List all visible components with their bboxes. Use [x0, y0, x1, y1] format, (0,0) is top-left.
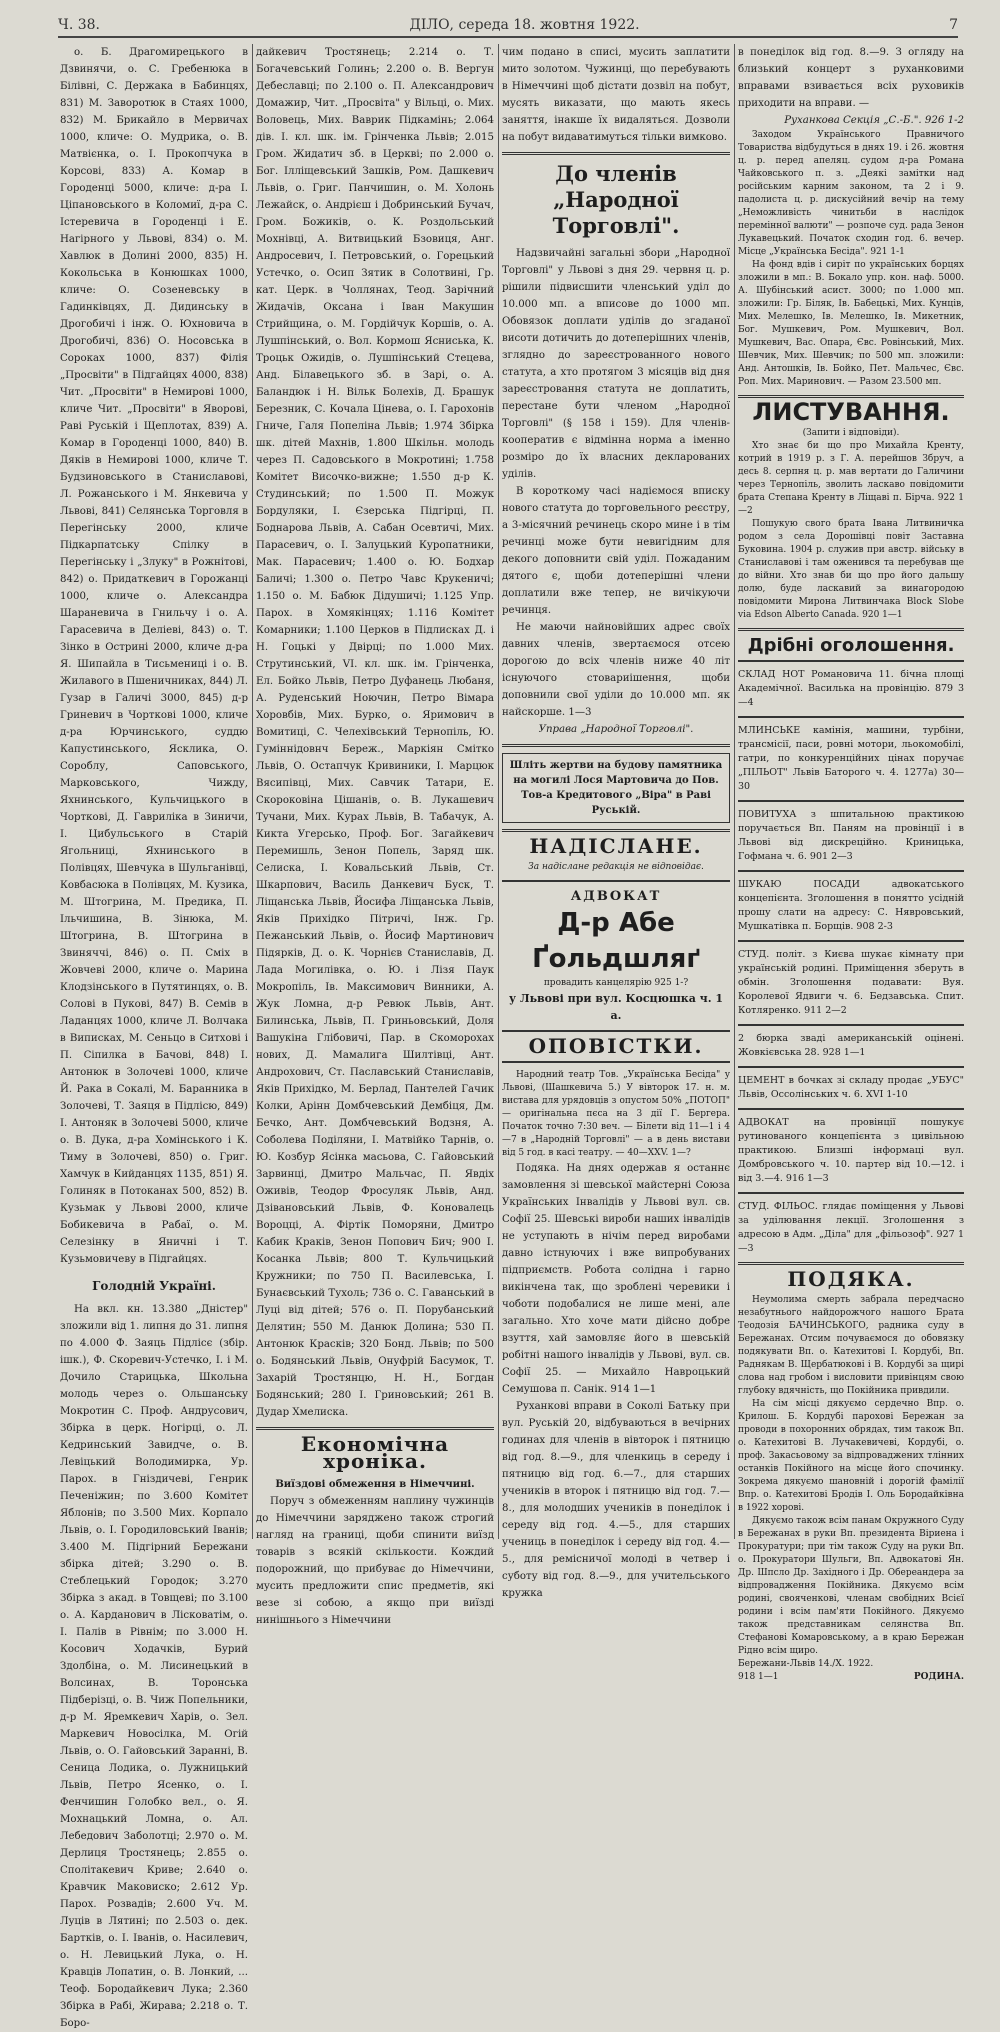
- thanks-text-1: Неумолима смерть забрала передчасно незабутнього найдорожчого нашого Брата Теодозія БАЧИНСЬКОГО, радника суду в Бережанах. Отсим почуваємося до обовязку подякувати Вп. о. Катехитові І. Кордубі, Вп. Раднякам В. Щербатюкові і В. Кордубі за щирі слова над гробом і висловити привінцям свою глубоку вдячність, що Покійника привдили.: [738, 1295, 964, 1396]
- trade-appeal-title: До членів „Народної Торговлі".: [552, 161, 680, 238]
- letters-text-1: Хто знає би що про Михайла Кренту, котрий в 1919 р. з Г. А. перейшов Збруч, а десь 8. серпня ц. р. мав вертати до Галичини через Тернопіль, зволить ласкаво повідомити брата Степана Кренту в Ліщаві п. Бірча. 922 1—2: [738, 441, 964, 516]
- section-divider: [738, 870, 964, 872]
- section-divider: [738, 1192, 964, 1194]
- letters-subtitle: (Запити і відповіди).: [802, 428, 900, 438]
- classified-ad: 2 бюрка зваді американській оцінені. Жовкієвська 28. 928 1—1: [738, 1033, 964, 1058]
- thanks-footer: [738, 1671, 964, 1684]
- column-divider: [252, 44, 253, 1539]
- fund-notice: На фонд вдів і сиріт по українських борцях зложили в мп.: В. Бокало упр. кон. наф. 5000. А. Шубінський асист. 3000; по 1.000 мп. зложили: Гр. Біляк, Ів. Бабецькі, Мих. Кунців, Мих. Мелешко, Ів. Мелешко, Ів. Микетник, Бог. Мушкевич, Ром. Мушкевич, Вол. Мушкевич, Вас. Опара, Євс. Ровінський, Мих. Шевчик, Мих. Шевчик; по 500 мп. зложили: Анд. Антошків, Ів. Бойко, Пет. Мальчес, Євс. Роп. Мих. Маринович. — Разом 23.500 мп.: [738, 260, 964, 387]
- sokil-notice: Руханкові вправи в Соколі Батьку при вул. Руській 20, відбуваються в вечірних годинах для членів в вівторок і пятницю від год. 8.—9., для членкиць в середу і пятницю від год. 6.—7., для старших учеників в второк і пятницю від год. 7.—8., для молодших учеників в понеділок і середу від год. 4.—5., для старших учениць в понеділок і середу від год. 4.—5., для ремісничої молоді в четвер і суботу від год. 8.—9., для учительського кружка: [502, 1401, 730, 1599]
- page-number: 7: [949, 17, 958, 33]
- thanks-text-3: Дякуємо також всім панам Окружного Суду в Бережанах в руки Вп. президента Віриена і Прокуратури; при тім також Суду на руки Вп. о. Прокуратори Шульги, Вп. Адвокатові Ян. Др. Шпсло Др. Західного і Др. Обереандера за відпровадження Покійника. Дякуємо всім родині, свояченкові, членам свобідних Всієї родини і всім пам'яти Покійного. Дякуємо також представникам селянства Вп. Стефанові Комаровському, а в краю Бережан Рідно всім щиро.: [738, 1516, 964, 1656]
- section-divider: [738, 1262, 964, 1265]
- shoes-notice: Подяка. На днях одержав я останнє замовлення зі шевської майстерні Союза Українських Інвалідів у Львові вул. св. Софії 25. Шевські вироби наших інвалідів не уступають в нічім перед виробами давно істнуючих і вже випробуваних підприємств. Робота солідна і гарно викінчена так, що зроблені черевики і чоботи подобалися не лише мені, але загально. Хто хоче мати дійсно добре взуття, хай замовляє його в шевській робітні нашого інвалідів у Львові, вул. св. Софії 25. — Михайло Навроцький Семушова п. Санік. 914 1—1: [502, 1163, 730, 1395]
- section-divider: [738, 1108, 964, 1110]
- monument-appeal: Шліть жертви на будову памятника на могилі Лося Мартовича до Пов. Тов-а Кредитового „Віра" в Раві Руській.: [502, 753, 730, 823]
- section-divider: [502, 1030, 730, 1032]
- section-divider: [502, 744, 730, 747]
- economic-text: Поруч з обмеженням наплину чужинців до Німеччини заряджено також строгий нагляд на границі, щоби спинити виїзд товарів з всякій скількости. Кождий подорожний, що прибуває до Німеччини, мусить предложити спис предметів, які везе зі собою, а якщо при виїзді нинішнього з Німеччини: [256, 1496, 494, 1626]
- economic-subtitle: Виїздові обмеження в Німеччині.: [275, 1479, 475, 1490]
- sent-note: За надіслане редакція не відповідає.: [528, 862, 704, 872]
- sokil-signature: Руханкова Секція „С.-Б.". 926 1-2: [784, 115, 964, 126]
- econ-continued: чим подано в списі, мусить заплатити мито золотом. Чужинці, що перебувають в Німеччині щоб дістати дозвіл на побут, мусять виказати, що мають якесь заняття, інакше їх видаляться. Дозволи на побут видаватимуться тільки вимково.: [502, 47, 730, 143]
- thanks-date: Бережани-Львів 14./X. 1922.: [738, 1659, 874, 1669]
- thanks-text-2: На сім місці дякуємо сердечно Впр. о. Крилош. Б. Кордубі парохові Бережан за проводи в похоронних обрядах, тим також Вп. о. Катехитові В. Лучакевичеві, Кордубі, о. проф. Закасьовому за відпроваджених тлінних останків Покійного на місце його спочинку. Зокрема дякуємо шановній і дорогій фамілії Впр. о. Катехитові Бродів І. Оль Бородайківна в 1922 хорові.: [738, 1399, 964, 1513]
- column-divider: [498, 44, 499, 1539]
- sokil-continued: в понеділок від год. 8.—9. З огляду на близький концерт з руханковими вправами взивається всіх руховиків приходити на вправи. —: [738, 47, 964, 109]
- section-divider: [738, 940, 964, 942]
- lawyer-line-2: у Львові при вул. Косцюшка ч. 1 а.: [508, 992, 724, 1022]
- column-3: [502, 44, 730, 1599]
- classifieds-title: Дрібні оголошення.: [747, 635, 955, 656]
- famine-continued: дайкевич Тростянець; 2.214 о. Т. Богачевський Голинь; 2.200 о. В. Вергун Дебеславці; по 2.100 о. П. Александрович Домажир, Чит. „Просвіта" у Вільці, о. Мих. Воловець, Мих. Ваврик Підкамінь; 2.064 дів. І. кл. шк. ім. Грінченка Львів; 2.015 Гром. Жидатич зб. в Церкві; по 2.000 о. Бог. Ілліщевський Зашків, Ром. Дашкевич Львів, о. Григ. Панчишин, о. М. Холонь Лежайск, о. Андрієш і Добринський Бучач, Гром. Божиків, о. К. Роздольський Мохнівці, А. Витвицький Бзовиця, Анг. Андросевич, І. Петровський, о. Горецький Устечко, о. Осип Зятик в Солотвині, Гр. кат. Церк. в Чоллянах, Теод. Зарічний Жидачів, Оксана і Іван Макушин Стрийщина, о. М. Гордійчук Коршів, о. А. Лушпінський, о. Вол. Кормош Ясниська, К. Троцьк Ожидів, о. Лушпінський Стецева, Анд. Білавецького зб. в Зарі, о. А. Баландюк і Н. Вільк Болехів, Д. Брашук Березник, С. Кочала Цінева, о. І. Гарохонів Гниче, Галя Попеліна Львів; 1.974 Збірка шк. дітей Махнів, 1.800 Шкільн. молодь через П. Садовського в Мокротині; 1.758 Комітет Височко-вижне; 1.550 д-р К. Студинський; по 1.500 П. Можук Бордуляки, І. Єзерська Підгірці, П. Боднарова Львів, А. Сабан Осевтичі, Мих. Парасевич, о. І. Залуцький Куропатники, Мак. Парасевич; 1.400 о. Ю. Бодхар Баличі; 1.300 о. Петро Чавс Крукеничі; 1.150 о. М. Бабюк Дідушичі; 1.125 Упр. Парох. в Хомякінцях; 1.116 Комітет Комарники; 1.100 Церков в Підлисках Д. і Н. Гоцькі у Двірці; по 1.000 Мих. Струтинський, VI. кл. шк. ім. Грінченка, Ел. Бойко Львів, Петро Дуфанець Любаня, А. Руденський Ноючин, Петро Вімара Хоровбів, Мих. Бурко, о. Яримович в Вомитиці, С. Челехівський Тернопіль, Ю. Гуміннідовнч Береж., Маркіян Смітко Львів, О. Остапчук Кривиники, І. Марцюк Вясипівці, Мих. Савчик Татари, Е. Скороковіна Цішанів, о. В. Лукашевич Тучани, Мих. Курах Львів, В. Табачук, А. Кикта Угерсько, Проф. Бог. Загайкевич Перемишль, Зенон Попель, Заряд шк. Селиска, І. Ковальський Львів, Ст. Шкарпович, Василь Данкевич Буск, Т. Ліщанська Львів, Йосифа Ліщанська Львів, Яків Прихідко Пітричі, Інж. Гр. Пежанський Львів, о. Йосиф Мартинович Підярків, Д. о. К. Чорнієв Станиславів, Д. Лада Могилівка, о. Ю. і Лізя Паук Мокропіль, Ів. Максимович Винники, А. Жук Ломна, д-р Ревюк Львів, Ант. Билинська, Львів, П. Гриньовський, Доля Вашукіна Глібовичі, Пар. в Скоморохах нових, Д. Мамалига Шилтівці, Ант. Андрохович, Ст. Паславський Станиславів, Яків Прихідко, М. Берлад, Пантелей Гачик Колки, Арінн Домбчевський Дембіця, Дм. Бечко, Ант. Домбчевський Водзня, А. Соболева Поділяни, І. Матвійко Тарнів, о. Ю. Козбур Ясінка масьова, С. Гайовський Зарвинці, Дмитро Мальчас, П. Явдіх Оживів, Теодор Фросуляк Львів, Анд. Дзівановський Львів, Ф. Коновалець Вороцці, А. Фіртік Поморяни, Дмитро Кабик Краків, Зенон Попович Бич; 900 І. Косанка Львів; 800 Т. Кульчицький Кружники; по 750 П. Василевська, І. Бунаєвський Тухоль; 736 о. С. Гаванський в Луці від дітей; 576 о. П. Порубанський Делятин; 550 М. Данюк Долина; 530 П. Антонюк Красків; 320 Бонд. Львів; по 500 о. Бодянський Львів, Онуфрій Басумок, Т. Захарій Тростянцю, Н. Н., Богдан Бодянський; 280 І. Гриновський; 261 В. Дудар Хмелиска.: [256, 47, 494, 1418]
- thanks-code: 918 1—1: [738, 1672, 779, 1682]
- section-divider: [738, 716, 964, 718]
- lawyer-line-1: провадить канцелярію 925 1-?: [543, 978, 689, 988]
- classified-ad: ПОВИТУХА з шпитальною практикою поручається Вп. Паням на провінції і в Львові від дискреційно. Криницька, Гофмана ч. 6. 901 2—3: [738, 809, 964, 862]
- lawyer-label: АДВОКАТ: [570, 889, 662, 904]
- column-1: [60, 44, 248, 2029]
- trade-text-1: Надзвичайні загальні збори „Народної Торговлі" у Львові з дня 29. червня ц. р. рішили підвисшити членський уділ до 10.000 мп. а вписове до 1000 мп. Обовязок доплати уділів до згаданої висоти дотичить до дотеперішних членів, зглядно до зареєстрованного нового статута, а хто протягом 3 місяців від дня зареєстровання статута не доплатить, перестане бути членом „Народної Торговлі" (§ 158 і 159). Для членів-кооператив є відмінна норма а іменно розміро до їх власних декларованих уділів.: [502, 248, 730, 480]
- section-divider: [738, 800, 964, 802]
- classified-ad: АДВОКАТ на провінції пошукує рутинованого концепієнта з цивільною практикою. Близші інформаці вул. Домбровського ч. 10. партер від 10.—12. і від 3.—4. 916 1—3: [738, 1117, 964, 1184]
- section-divider: [738, 628, 964, 631]
- sent-title: НАДІСЛАНЕ.: [529, 834, 703, 858]
- section-divider: [738, 1024, 964, 1026]
- economic-chronicle-title: Економічна хроніка.: [300, 1432, 450, 1473]
- lawyer-name: Д-р Абе Ґольдшляґ: [532, 908, 700, 974]
- theatre-notice: Народний театр Тов. „Українська Бесіда" у Львові, (Шашкевича 5.) У вівторок 17. н. м. вистава для урядовців з опустом 50% „ПОТОП" — оригінальна пєса на 3 дії Г. Бергера. Початок точно 7:30 веч. — Білети від 11—1 і 4—7 в „Народній Торговлі" — а в день вистави від 5 год. в касі театру. — 40—XXV. 1—?: [502, 1070, 730, 1158]
- classified-ad: СТУД. ФІЛЬОС. глядає поміщення у Львові за уділювання лекції. Зголошення з адресою в Адм. „Діла" для „фільозоф". 927 1—3: [738, 1201, 964, 1254]
- famine-title: Голодній Україні.: [92, 1279, 216, 1293]
- section-divider: [502, 152, 730, 155]
- masthead: ДІЛО, середа 18. жовтня 1922.: [409, 17, 640, 33]
- section-divider: [502, 1061, 730, 1063]
- classified-ad: СТУД. політ. з Києва шукає кімнату при українській родині. Приміщення зберуть в обмін. Зголошення подавати: Вуя. Королевої Ядвиги ч. 6. Бедзавська. Спит. Котляренко. 911 2—2: [738, 949, 964, 1016]
- section-divider: [738, 660, 964, 662]
- issue-number: Ч. 38.: [58, 17, 100, 33]
- letters-title: ЛИСТУВАННЯ.: [752, 398, 950, 426]
- letters-text-2: Пошукую свого брата Івана Литвиничка родом з села Дорошівці повіт Заставна Буковина. 1904 р. служив при австр. війську в Станиславові і там оженився та перебував ще до війни. Хто знав би що про його дальшу долю, буде ласкавий за винагородою повідомити Мирона Литвинчака Block Slobe via Edson Alberto Canada. 920 1—1: [738, 519, 964, 620]
- classified-ad: ЦЕМЕНТ в бочках зі складу продає „УБУС" Львів, Оссолінських ч. 6. XVI 1-10: [738, 1075, 964, 1100]
- section-divider: [502, 829, 730, 832]
- section-divider: [738, 1066, 964, 1068]
- classified-ad: ШУКАЮ ПОСАДИ адвокатського концепієнта. Зголошення в понятто усідній прошу слати на адресу: С. Нявровський, Мушкатівка п. Борщів. 908 2-3: [738, 879, 964, 932]
- trade-text-2: В короткому часі надіємося вписку нового статута до торговельного реєстру, а 3-місячний речинець скоро мине і в тім речинці може бути невигідним для декого доповнити свій уділ. Пожаданим дятого є, щоби дотеперішні члени доплатили вже тепер, не вичікуючи речинця.: [502, 486, 730, 616]
- column-2: [256, 44, 494, 1626]
- column-4: [738, 44, 964, 1682]
- notices-title: ОПОВІСТКИ.: [528, 1034, 704, 1058]
- thanks-signature: РОДИНА.: [913, 1672, 964, 1682]
- law-society-notice: Заходом Українського Правничого Товариства відбудуться в днях 19. і 26. жовтня ц. р. перед апеляц. судом д-ра Романа Чайковського п. з. „Деякі замітки над російським карним законом, та 2 і 9. падолиста ц. р. дискусійний вечір на тему „Неможливість чинитьби в наслідок перемінної валюти" — розпоче суд. рада Зенон Лукавецький. Початок сходин год. 6. вечер. Місце „Українська Бесіда". 921 1-1: [738, 130, 964, 257]
- trade-text-3: Не маючи найновійших адрес своїх давних членів, звертаємося отсею дорогою до всіх членів ниже 40 літ існуючого стовариішення, щоби доповнили свої уділи до 10.000 мп. як найскорше. 1—3: [502, 622, 730, 718]
- famine-text: На вкл. кн. 13.380 „Дністер" зложили від 1. липня до 31. липня по 4.000 Ф. Заяць Підлісє (збір. ішк.), Ф. Скоревич-Устечко, І. і М. Дочило Старицька, Школьна молодь через о. Ольшанську Мокротин С. Проф. Андрусович, Збірка в церк. Ногірці, о. Л. Кедринський Завидче, о. В. Левіцький Володимирка, Ур. Парох. в Гніздичеві, Генрик Печеніжин; по 3.600 Комітет Яблонів; по 3.500 Мих. Корпало Львів, о. І. Городиловський Іванів; 3.400 М. Підгірний Бережани збірка дітей; 3.290 о. В. Стеблецький Городок; 3.270 Збірка з акад. в Товщеві; по 3.100 о. А. Карданович в Лісковатім, о. І. Палів в Рівнім; по 3.000 Н. Косович Ходачків, Бурий Здолбіна, о. М. Лисинецький в Волсинах, В. Торонська Підберізці, о. В. Чиж Попельники, д-р М. Яремкевич Харів, о. Зел. Маркевич Новосілка, М. Огій Львів, о. О. Гайовський Заранні, В. Сеница Лодика, о. Лужницький Львів, Петро Ясенко, о. І. Фенчишин Голобко вел., о. Я. Мохнацький Ломна, о. Ал. Лебедович Заболотці; 2.970 о. М. Дерлиця Тростянець; 2.855 о. Сполітакевич Криве; 2.640 о. Кравчик Маковиско; 2.612 Ур. Парох. Розвадів; 2.600 Уч. М. Луців в Лятині; по 2.503 о. дек. Бартків, о. І. Іванів, о. Насилевич, о. Н. Левицький Лука, о. Н. Кравців Лопатин, о. В. Лонкий, ... Теоф. Бородайкевич Лука; 2.360 Збірка в Рабі, Жирава; 2.218 о. Т. Боро-: [60, 1304, 248, 2029]
- thanks-title: ПОДЯКА.: [787, 1267, 915, 1291]
- classified-ad: СКЛАД НОТ Романовича 11. бічна площі Академічної. Василька на провінцію. 879 3—4: [738, 669, 964, 708]
- section-divider: [256, 1427, 494, 1430]
- trade-signature: Управа „Народної Торговлі".: [538, 724, 694, 735]
- section-divider: [502, 880, 730, 882]
- column-divider: [734, 44, 735, 1539]
- page-header: [58, 14, 958, 38]
- classified-ad: МЛИНСЬКЕ камінія, машини, турбіни, трансмісії, паси, ровні мотори, льокомобілі, гатри, по конкуренційних цінах поручає „ПІЛЬОТ" Львів Баторого ч. 4. 1277а) 30—30: [738, 725, 964, 792]
- donation-list: о. Б. Драгомирецького в Дзвинячи, о. С. Гребенюка в Білівні, С. Держака в Бабинцях, 831) М. Заворотюк в Стаях 1000, 832) М. Брикайло в Мервичах 1000, кличе: О. Мудрика, о. В. Матвієнка, о. І. Прокопчука в Корсові, 833) А. Комар в Городенці 5000, кличе: д-ра І. Ціпановського в Коломиї, д-ра С. Істеревича в Городенці і Е. Нагірного у Львові, 834) о. М. Хавлюк в Долині 2000, 835) Н. Кокольська в Конюшках 1000, кличе: О. Созеневську в Гадинківцях, Д. Дидинську в Дрогобичі і інж. О. Юхновича в Дрогобичі, 836) О. Носовська в Сороках 1000, 837) Філія „Просвіти" в Підгайцях 4000, 838) Чит. „Просвіти" в Немирові 1000, кличе Чит. „Просвіти" в Яворові, Раві Руській і Щеплотах, 839) А. Комар в Городенці 1000, 840) В. Дяків в Немирові 1000, кличе Т. Будзиновського в Станиславові, Л. Рожанського і М. Янкевича у Львові, 841) Селянська Торговля в Перегінську 2000, кличе Підкарпатську Спілку в Перегінську і „Злуку" в Рожнітові, 842) о. Придаткевич в Горожанці 1000, кличе о. Александра Шараневича в Гнильчу і о. А. Гарасевича в Деліеві, 843) о. Т. Зінко в Острині 2000, кличе д-ра Я. Шипайла в Тисьмениці і о. В. Жилавого в Пшеничниках, 844) Л. Гузар в Галичі 3000, 845) д-р Гриневич в Чорткові 1000, кличе д-ра Юрчинського, суддю Капустинського, Ясклика, О. Сороблу, Саповського, Марковського, Чижду, Яхнинського, Кульчицького в Чорткові, Д. Гавриліка в Зиничи, І. Цибульського в Старій Ягольниці, Яхнинського в Полівцях, Шевчука в Шульганівці, Ковбасюка в Полівцях, М. Кузика, М. Штогрина, М. Предика, П. Ільчишина, В. Зінюка, М. Штогрина, В. Штогрина в Звиняччі, 846) о. П. Сміх в Жовчеві 2000, кличе о. Марина Клодзінського в Путятинцях, о. В. Солові в Пукові, 847) В. Семів в Ладанцях 1000, кличе Л. Волчака в Виписках, М. Сеньцо в Ситхові і П. Сіпилка в Бачові, 848) І. Антонюк в Золочеві 1000, кличе Й. Рака в Сокалі, М. Баранника в Золочеві, Т. Заяця в Підлісю, 849) І. Антоняк в Золочеві 5000, кличе о. В. Дука, д-ра Хомінського і К. Тиму в Золочеві, 850) о. Григ. Хамчук в Кийданцях 1135, 851) Я. Голиняк в Потоканах 500, 852) В. Кузьмак у Львові 2000, кличе Бобикевича в Рабаї, о. М. Селезінку в Яничні і Т. Кузьмовичеву в Підгайцях.: [60, 47, 248, 1265]
